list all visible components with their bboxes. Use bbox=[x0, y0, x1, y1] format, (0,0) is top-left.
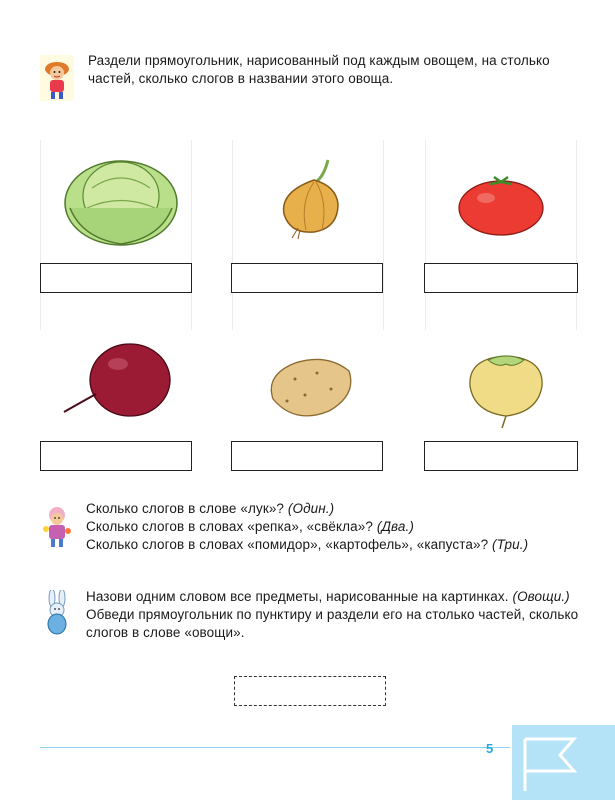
page-number: 5 bbox=[486, 741, 494, 756]
dashed-rectangle[interactable] bbox=[234, 676, 386, 706]
turnip-icon bbox=[464, 350, 548, 430]
question-3: Сколько слогов в словах «помидор», «картофель», «капуста»? (Три.) bbox=[86, 537, 529, 552]
onion-icon bbox=[276, 158, 352, 240]
cabbage-icon bbox=[62, 148, 180, 248]
syllable-rectangle[interactable] bbox=[424, 441, 578, 471]
question-list bbox=[86, 500, 596, 554]
footer-rule bbox=[40, 747, 510, 748]
girl-with-flowers-icon bbox=[40, 503, 74, 549]
beet-icon bbox=[60, 342, 172, 420]
syllable-rectangle[interactable] bbox=[231, 441, 383, 471]
tomato-icon bbox=[458, 174, 544, 236]
syllable-rectangle[interactable] bbox=[40, 441, 192, 471]
task1-instruction: Раздели прямоугольник, нарисованный под каждым овощем, на столько частей, сколько слогов в названии этого овоща. bbox=[88, 53, 550, 86]
syllable-rectangle[interactable] bbox=[231, 263, 383, 293]
bunny-icon bbox=[40, 590, 74, 636]
girl-with-cap-icon bbox=[40, 55, 74, 101]
question-1: Сколько слогов в слове «лук»? (Один.) bbox=[86, 501, 335, 516]
potato-icon bbox=[265, 355, 355, 421]
syllable-rectangle[interactable] bbox=[40, 263, 192, 293]
task3-text: Назови одним словом все предметы, нарисованные на картинках. (Овощи.) Обведи прямоугольник по пунктиру и раздели его на столько частей, сколько слогов в слове «овощи». bbox=[86, 589, 579, 640]
syllable-rectangle[interactable] bbox=[424, 263, 578, 293]
flag-icon bbox=[512, 725, 615, 800]
question-2: Сколько слогов в словах «репка», «свёкла»? (Два.) bbox=[86, 519, 414, 534]
